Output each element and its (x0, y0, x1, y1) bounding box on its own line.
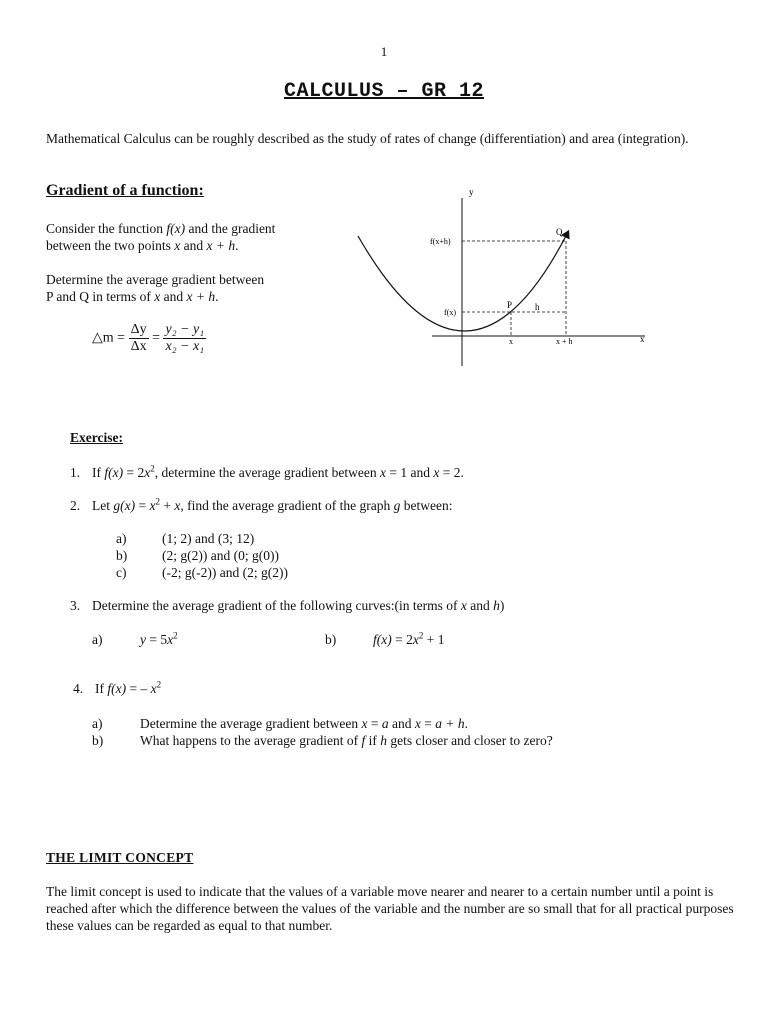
question-1: 1. If $f(x) = 2x^2$, determine the average gradient between x = 1 and x = 2. (70, 463, 464, 480)
h-label: h (535, 302, 540, 312)
list-item: a) (1; 2) and (3; 12) (116, 531, 255, 546)
formula-equals: = (152, 330, 160, 346)
question-4-part-a: a) Determine the average gradient between x = a and x = a + h. (92, 716, 469, 731)
parabola-graph (340, 180, 660, 370)
point-q-label: Q (556, 227, 563, 237)
question-3-part-b: b) $f(x) = 2x^2 + 1$ (325, 630, 445, 647)
formula-fraction-delta: $\frac{\Delta y}{\Delta x}$ (130, 322, 147, 354)
fx-label: f(x) (444, 308, 456, 317)
y-axis-label: y (469, 187, 474, 197)
parabola-curve (358, 232, 568, 331)
list-item: c) (-2; g(-2)) and (2; g(2)) (116, 565, 288, 580)
formula-fraction-coords: $\frac{\text{y₂ − y₁}}{\text{x₂ − x₁}}$ (165, 322, 205, 354)
exercise-heading: Exercise: (70, 430, 123, 445)
limit-paragraph: The limit concept is used to indicate that the values of a variable move nearer and nearer to a certain number until a point is reached after which the difference between the values of the variable and the number are so small that for all practical purposes these values can be regarded as equal to that number. (46, 884, 734, 933)
limit-heading: THE LIMIT CONCEPT (46, 850, 194, 865)
question-2: 2. Let $g(x) = x^2 + x$, find the average gradient of the graph g between: (70, 496, 453, 513)
list-item: b) (2; g(2)) and (0; g(0)) (116, 548, 279, 563)
x-axis-label: x (640, 334, 645, 344)
intro-paragraph: Mathematical Calculus can be roughly described as the study of rates of change (differentiation) and area (integration). (46, 131, 689, 146)
xh-tick-label: x + h (556, 337, 573, 346)
x-tick-label: x (509, 337, 513, 346)
gradient-formula (92, 322, 206, 355)
question-4: 4. If f(x) = – $x^2$ (73, 679, 162, 696)
question-3: 3. Determine the average gradient of the following curves:(in terms of x and h) (70, 598, 505, 613)
consider-paragraph: Consider the function f(x) and the gradient between the two points x and x + h. (46, 221, 276, 253)
question-4-part-b: b) What happens to the average gradient of f if h gets closer and closer to zero? (92, 733, 553, 748)
gradient-heading: Gradient of a function: (46, 182, 204, 199)
fxh-label: f(x+h) (430, 237, 451, 246)
formula-lhs: △m = (92, 330, 126, 346)
question-3-part-a: a) $y = 5x^2$ (92, 630, 178, 647)
page-number: 1 (380, 44, 388, 59)
point-p-label: P (507, 300, 513, 310)
question-2-items (116, 530, 288, 581)
determine-paragraph: Determine the average gradient between P and Q in terms of x and x + h. (46, 272, 265, 304)
page-title: CALCULUS – GR 12 (283, 80, 485, 103)
